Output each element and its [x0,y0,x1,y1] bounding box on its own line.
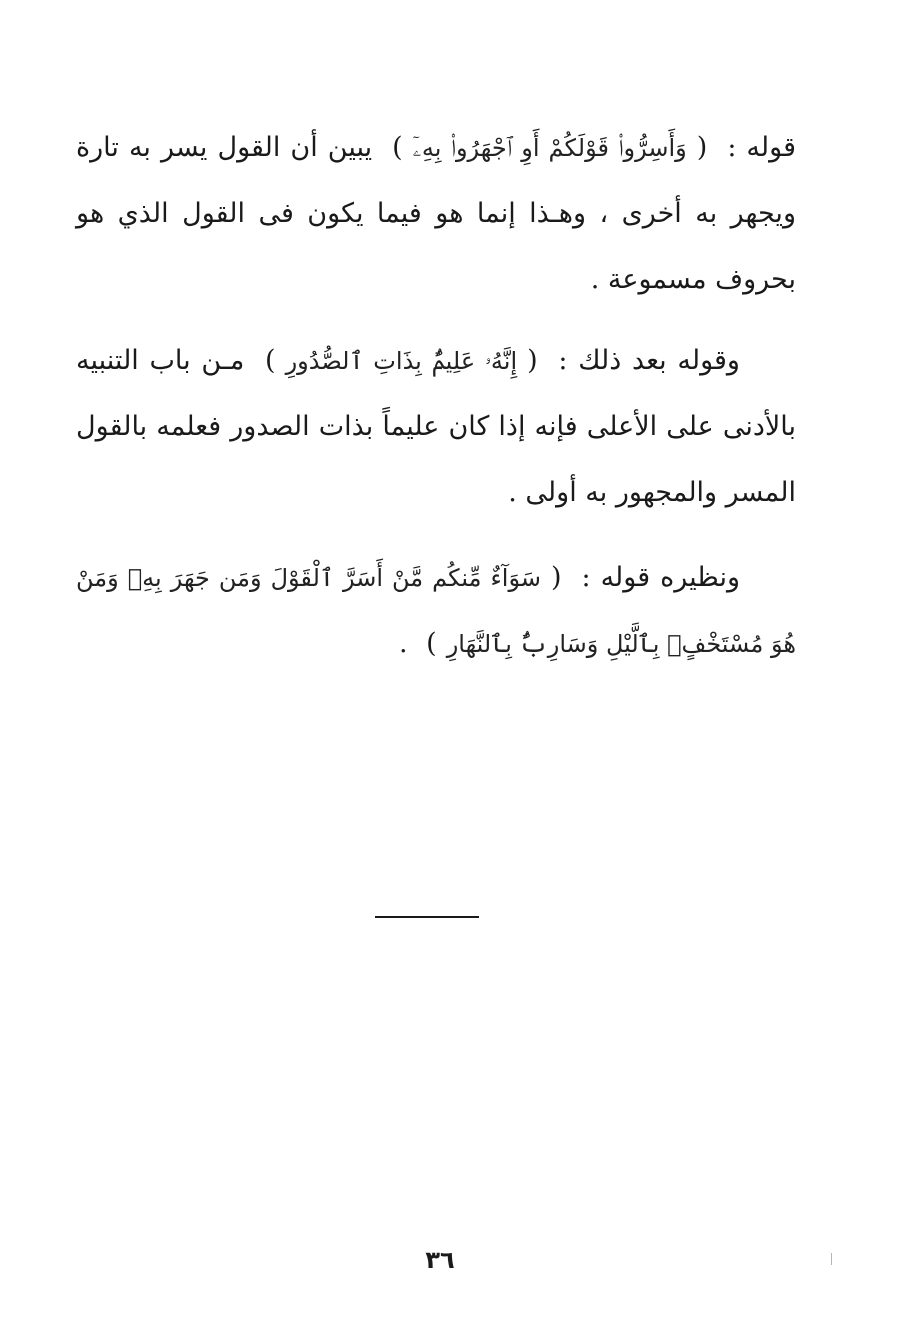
paragraph-2-quran-quote: إِنَّهُۥ عَلِيمٌۢ بِذَاتِ ٱلصُّدُورِ [285,347,518,375]
paragraph-2-lead: وقوله بعد ذلك : [558,345,740,376]
page-number: ٣٦ [425,1246,455,1274]
paragraph-1-body: يبين أن القول يسر به تارة ويجهر به أخرى ، وهـذا إنما هو فيما يكون فى القول الذي هو بحروف مسموعة . [76,132,796,295]
paragraph-3-open-bracket: ( [550,562,562,593]
paragraph-3-body: . [398,628,408,659]
paragraph-1 [76,115,796,313]
paragraph-1-open-bracket: ( [696,132,708,163]
paragraph-3-close-bracket: ) [426,628,437,659]
paragraph-1-lead: قوله : [727,132,796,163]
paragraph-1-quran-quote: وَأَسِرُّوا۟ قَوْلَكُمْ أَوِ ٱجْهَرُوا۟ بِهِۦٓ [412,134,687,162]
section-divider [375,916,479,918]
paragraph-2-body: مـن باب التنبيه بالأدنى على الأعلى فإنه إذا كان عليماً بذات الصدور فعلمه بالقول المسر والمجهور به أولى . [76,345,796,508]
paragraph-1-close-bracket: ) [392,132,403,163]
paragraph-2-close-bracket: ) [265,345,276,376]
paragraph-3-quran-quote: سَوَآءٌ مِّنكُم مَّنْ أَسَرَّ ٱلْقَوْلَ وَمَن جَهَرَ بِهِۦ وَمَنْ هُوَ مُسْتَخْفٍۭ بِٱلَّيْلِ وَسَارِبٌۢ بِٱلنَّهَارِ [76,564,796,658]
paragraph-2 [76,328,796,526]
paragraph-3 [76,545,796,677]
margin-mark [831,1253,832,1265]
paragraph-2-open-bracket: ( [527,345,538,376]
paragraph-3-lead: ونظيره قوله : [581,562,740,593]
